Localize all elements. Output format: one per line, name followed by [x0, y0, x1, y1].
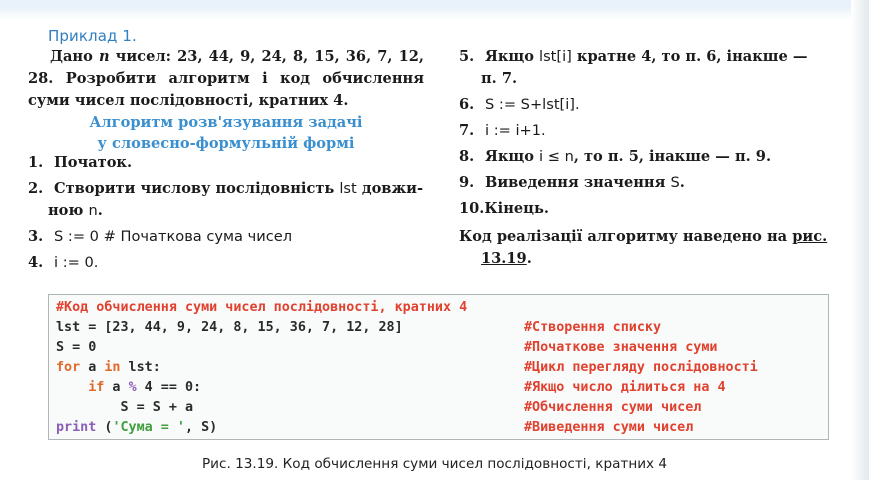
code-comment-5: #Обчислення суми чисел — [524, 400, 702, 415]
figure-caption: Рис. 13.19. Код обчислення суми чисел послідовності, кратних 4 — [201, 456, 668, 472]
step-number: 1. — [28, 154, 44, 171]
step-text: довжи- — [356, 180, 424, 197]
code-token: 4 == 0: — [136, 380, 202, 395]
figure-reference-continuation — [481, 248, 532, 270]
step-code: n — [88, 202, 98, 219]
step-text: ною — [48, 202, 89, 219]
code-token: lst: — [120, 360, 161, 375]
step-code: S := 0 # Початкова сума чисел — [54, 228, 293, 245]
step-2-continuation — [48, 200, 103, 222]
step-text: Виведення значення — [485, 174, 671, 191]
step-7 — [459, 120, 546, 142]
step-5 — [459, 46, 853, 68]
reference-end: . — [526, 250, 532, 267]
code-line-1: lst = [23, 44, 9, 24, 8, 15, 36, 7, 12, 28] — [56, 320, 403, 335]
code-comment-4: #Якщо число ділиться на 4 — [524, 380, 726, 395]
algorithm-title-line1: Алгоритм розв'язування задачі — [89, 114, 363, 131]
step-text: , то п. 5, інакше — п. 9. — [573, 148, 772, 165]
code-token: ( — [96, 420, 113, 435]
example-title: Приклад 1. — [48, 27, 137, 45]
step-code: S — [670, 174, 680, 191]
step-text: Якщо — [485, 48, 540, 65]
figure-link-number[interactable]: 13.19 — [481, 250, 527, 267]
task-prefix: Дано — [50, 48, 99, 65]
step-text: кратне 4, то п. 6, інакше — — [571, 48, 808, 65]
step-text: . — [97, 202, 103, 219]
code-comment-6: #Виведення суми чисел — [524, 420, 694, 435]
keyword-for: for — [56, 360, 81, 375]
task-variable-n: n — [98, 48, 110, 65]
keyword-if: if — [88, 380, 105, 395]
step-text: Кінець. — [484, 200, 549, 217]
builtin-print: print — [56, 420, 97, 435]
string-literal: 'Сума = ' — [112, 420, 185, 435]
figure-reference — [459, 226, 853, 248]
code-line-4 — [56, 378, 201, 398]
task-body: чисел: 23, 44, 9, 24, 8, 15, 36, 7, 12, 28. Розробити алгоритм і код обчислення суми чисел послідовності, кратних 4. — [28, 48, 424, 109]
step-4 — [28, 252, 98, 274]
reference-text: Код реалізації алгоритму наведено на — [459, 228, 793, 245]
step-code: S := S+lst[i]. — [485, 96, 580, 113]
step-number: 3. — [28, 228, 44, 245]
step-number: 7. — [459, 122, 475, 139]
code-line-3 — [56, 358, 161, 378]
top-band-accent — [0, 0, 869, 6]
code-header-comment: #Код обчислення суми чисел послідовності, кратних 4 — [56, 300, 468, 315]
code-line-5: S = S + a — [56, 400, 194, 415]
step-3 — [28, 226, 292, 248]
step-code: i := i+1. — [485, 122, 546, 139]
step-code: i ≤ n — [539, 148, 574, 165]
step-number: 6. — [459, 96, 475, 113]
code-line-2: S = 0 — [56, 340, 97, 355]
step-9 — [459, 172, 685, 194]
step-6 — [459, 94, 580, 116]
step-8 — [459, 146, 771, 168]
step-number: 5. — [459, 48, 475, 65]
step-text: . — [679, 174, 685, 191]
code-indent — [56, 380, 88, 395]
step-text: Якщо — [485, 148, 540, 165]
step-text: Створити числову послідовність — [54, 180, 340, 197]
step-number: 8. — [459, 148, 475, 165]
step-10 — [459, 198, 549, 220]
algorithm-title-line2: у словесно-формульній формі — [97, 135, 355, 152]
code-comment-2: #Початкове значення суми — [524, 340, 718, 355]
code-line-6 — [56, 418, 217, 438]
operator-modulo: % — [128, 380, 137, 395]
page-edge — [851, 0, 869, 480]
keyword-in: in — [104, 360, 121, 375]
algorithm-title — [28, 112, 424, 154]
step-code: i := 0. — [54, 254, 99, 271]
code-comment-1: #Створення списку — [524, 320, 662, 335]
code-token: a — [104, 380, 129, 395]
step-number: 9. — [459, 174, 475, 191]
step-text: Початок. — [54, 154, 133, 171]
step-5-continuation: п. 7. — [481, 70, 518, 87]
step-number: 10. — [459, 200, 485, 217]
step-2 — [28, 178, 423, 200]
step-number: 4. — [28, 254, 44, 271]
step-number: 2. — [28, 180, 44, 197]
code-token: a — [80, 360, 105, 375]
step-code: lst[i] — [539, 48, 572, 65]
step-1 — [28, 152, 132, 174]
code-comment-3: #Цикл перегляду послідовності — [524, 360, 758, 375]
figure-link[interactable]: рис. — [792, 228, 828, 245]
step-code: lst — [339, 180, 357, 197]
task-statement — [28, 46, 424, 112]
code-token: , S) — [185, 420, 218, 435]
